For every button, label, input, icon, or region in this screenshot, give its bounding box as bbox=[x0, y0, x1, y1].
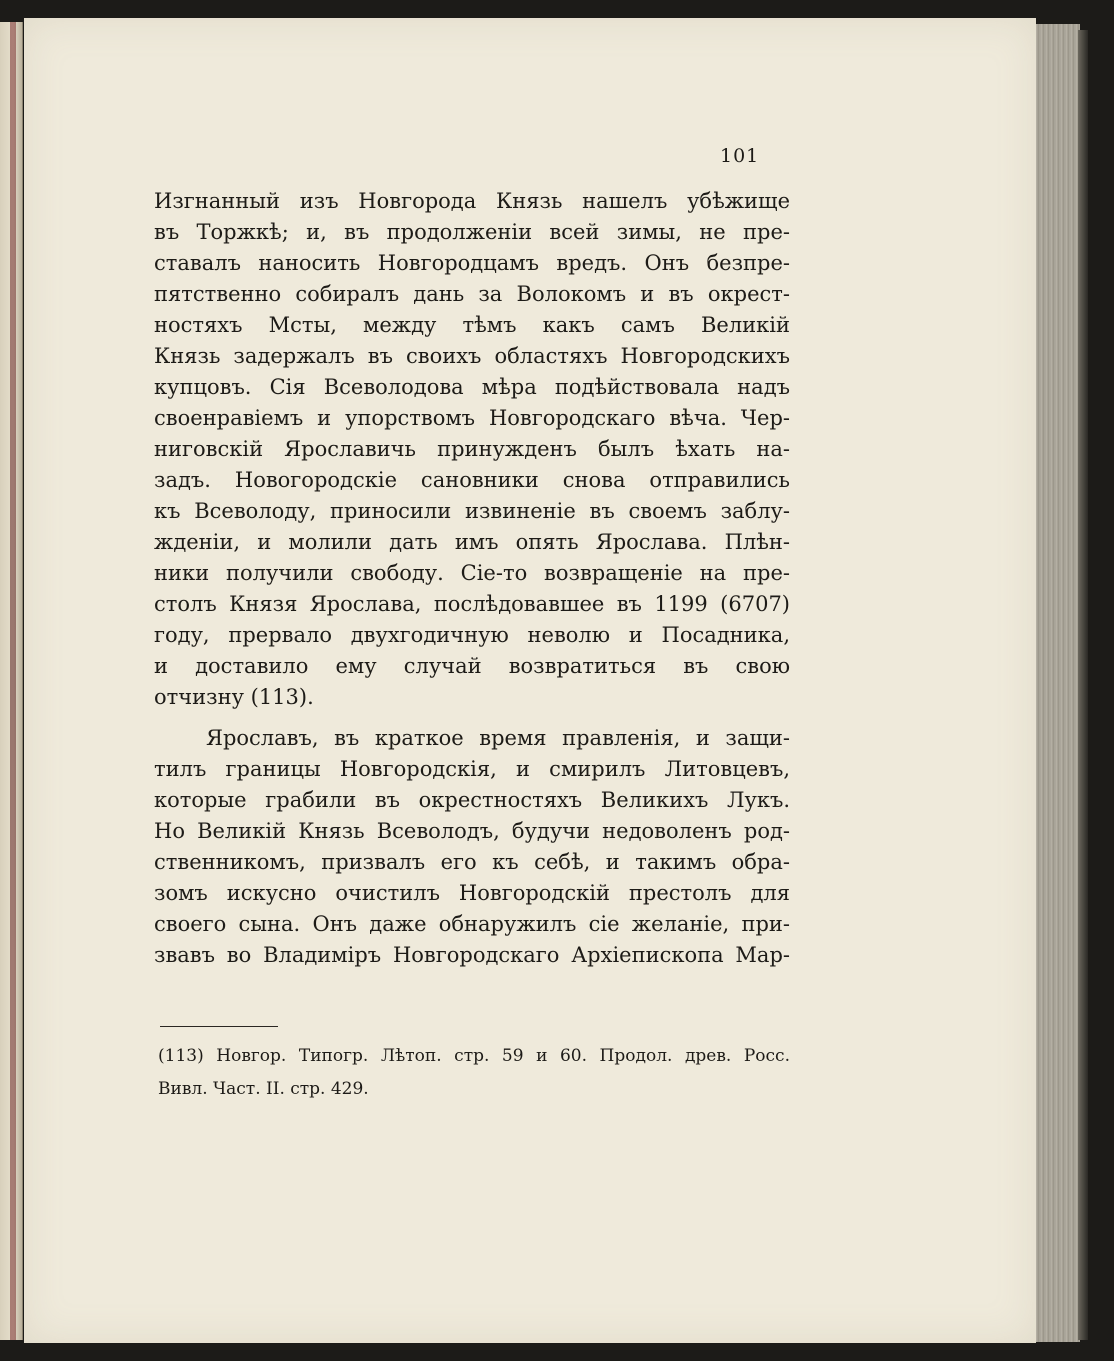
text-line: Изгнанный изъ Новгорода Князь нашелъ убѣжище bbox=[154, 189, 790, 213]
footnotes bbox=[158, 1040, 798, 1106]
spine-binding bbox=[10, 22, 16, 1340]
page-fore-edge bbox=[1030, 24, 1080, 1342]
text-line: звавъ во Владиміръ Новгородскаго Архіепископа Мар- bbox=[154, 943, 790, 967]
text-line: Но Великій Князь Всеволодъ, будучи недоволенъ род- bbox=[154, 819, 790, 843]
text-line: въ Торжкѣ; и, въ продолженіи всей зимы, не пре- bbox=[154, 220, 790, 244]
text-line: своенравіемъ и упорствомъ Новгородскаго вѣча. Чер- bbox=[154, 406, 790, 430]
text-line: жденіи, и молили дать имъ опять Ярослава. Плѣн- bbox=[154, 530, 790, 554]
text-line: ниговскій Ярославичь принужденъ былъ ѣхать на- bbox=[154, 437, 790, 461]
text-line: отчизну (113). bbox=[154, 685, 314, 709]
text-line: къ Всеволоду, приносили извиненіе въ своемъ заблу- bbox=[154, 499, 790, 523]
text-line: ственникомъ, призвалъ его къ себѣ, и такимъ обра- bbox=[154, 850, 790, 874]
text-line: своего сына. Онъ даже обнаружилъ сіе желаніе, при- bbox=[154, 912, 790, 936]
text-line: ностяхъ Мсты, между тѣмъ какъ самъ Великій bbox=[154, 313, 790, 337]
text-line: купцовъ. Сія Всеволодова мѣра подѣйствовала надъ bbox=[154, 375, 790, 399]
text-line: пятственно собиралъ дань за Волокомъ и въ окрест- bbox=[154, 282, 790, 306]
text-line: ники получили свободу. Сіе-то возвращеніе на пре- bbox=[154, 561, 790, 585]
text-line: году, прервало двухгодичную неволю и Посадника, bbox=[154, 623, 790, 647]
text-line: ставалъ наносить Новгородцамъ вредъ. Онъ безпре- bbox=[154, 251, 790, 275]
text-line: Ярославъ, въ краткое время правленія, и защи- bbox=[206, 726, 790, 750]
footnote-line: (113) Новгор. Типогр. Лѣтоп. стр. 59 и 60. Продол. древ. Росс. bbox=[158, 1046, 790, 1066]
footnote-line: Вивл. Част. II. стр. 429. bbox=[158, 1079, 369, 1099]
text-line: зомъ искусно очистилъ Новгородскій престолъ для bbox=[154, 881, 790, 905]
text-line: задъ. Новогородскіе сановники снова отправились bbox=[154, 468, 790, 492]
fore-edge-shadow bbox=[1078, 30, 1088, 1340]
page-number: 101 bbox=[720, 145, 760, 167]
footnote-divider bbox=[160, 1026, 278, 1027]
text-line: Князь задержалъ въ своихъ областяхъ Новгородскихъ bbox=[154, 344, 790, 368]
text-line: и доставило ему случай возвратиться въ свою bbox=[154, 654, 790, 678]
paragraph-gap bbox=[154, 713, 794, 723]
text-line: столъ Князя Ярослава, послѣдовавшее въ 1199 (6707) bbox=[154, 592, 790, 616]
text-line: тилъ границы Новгородскія, и смирилъ Литовцевъ, bbox=[154, 757, 790, 781]
body-text bbox=[154, 186, 794, 971]
text-line: которые грабили въ окрестностяхъ Великихъ Лукъ. bbox=[154, 788, 790, 812]
